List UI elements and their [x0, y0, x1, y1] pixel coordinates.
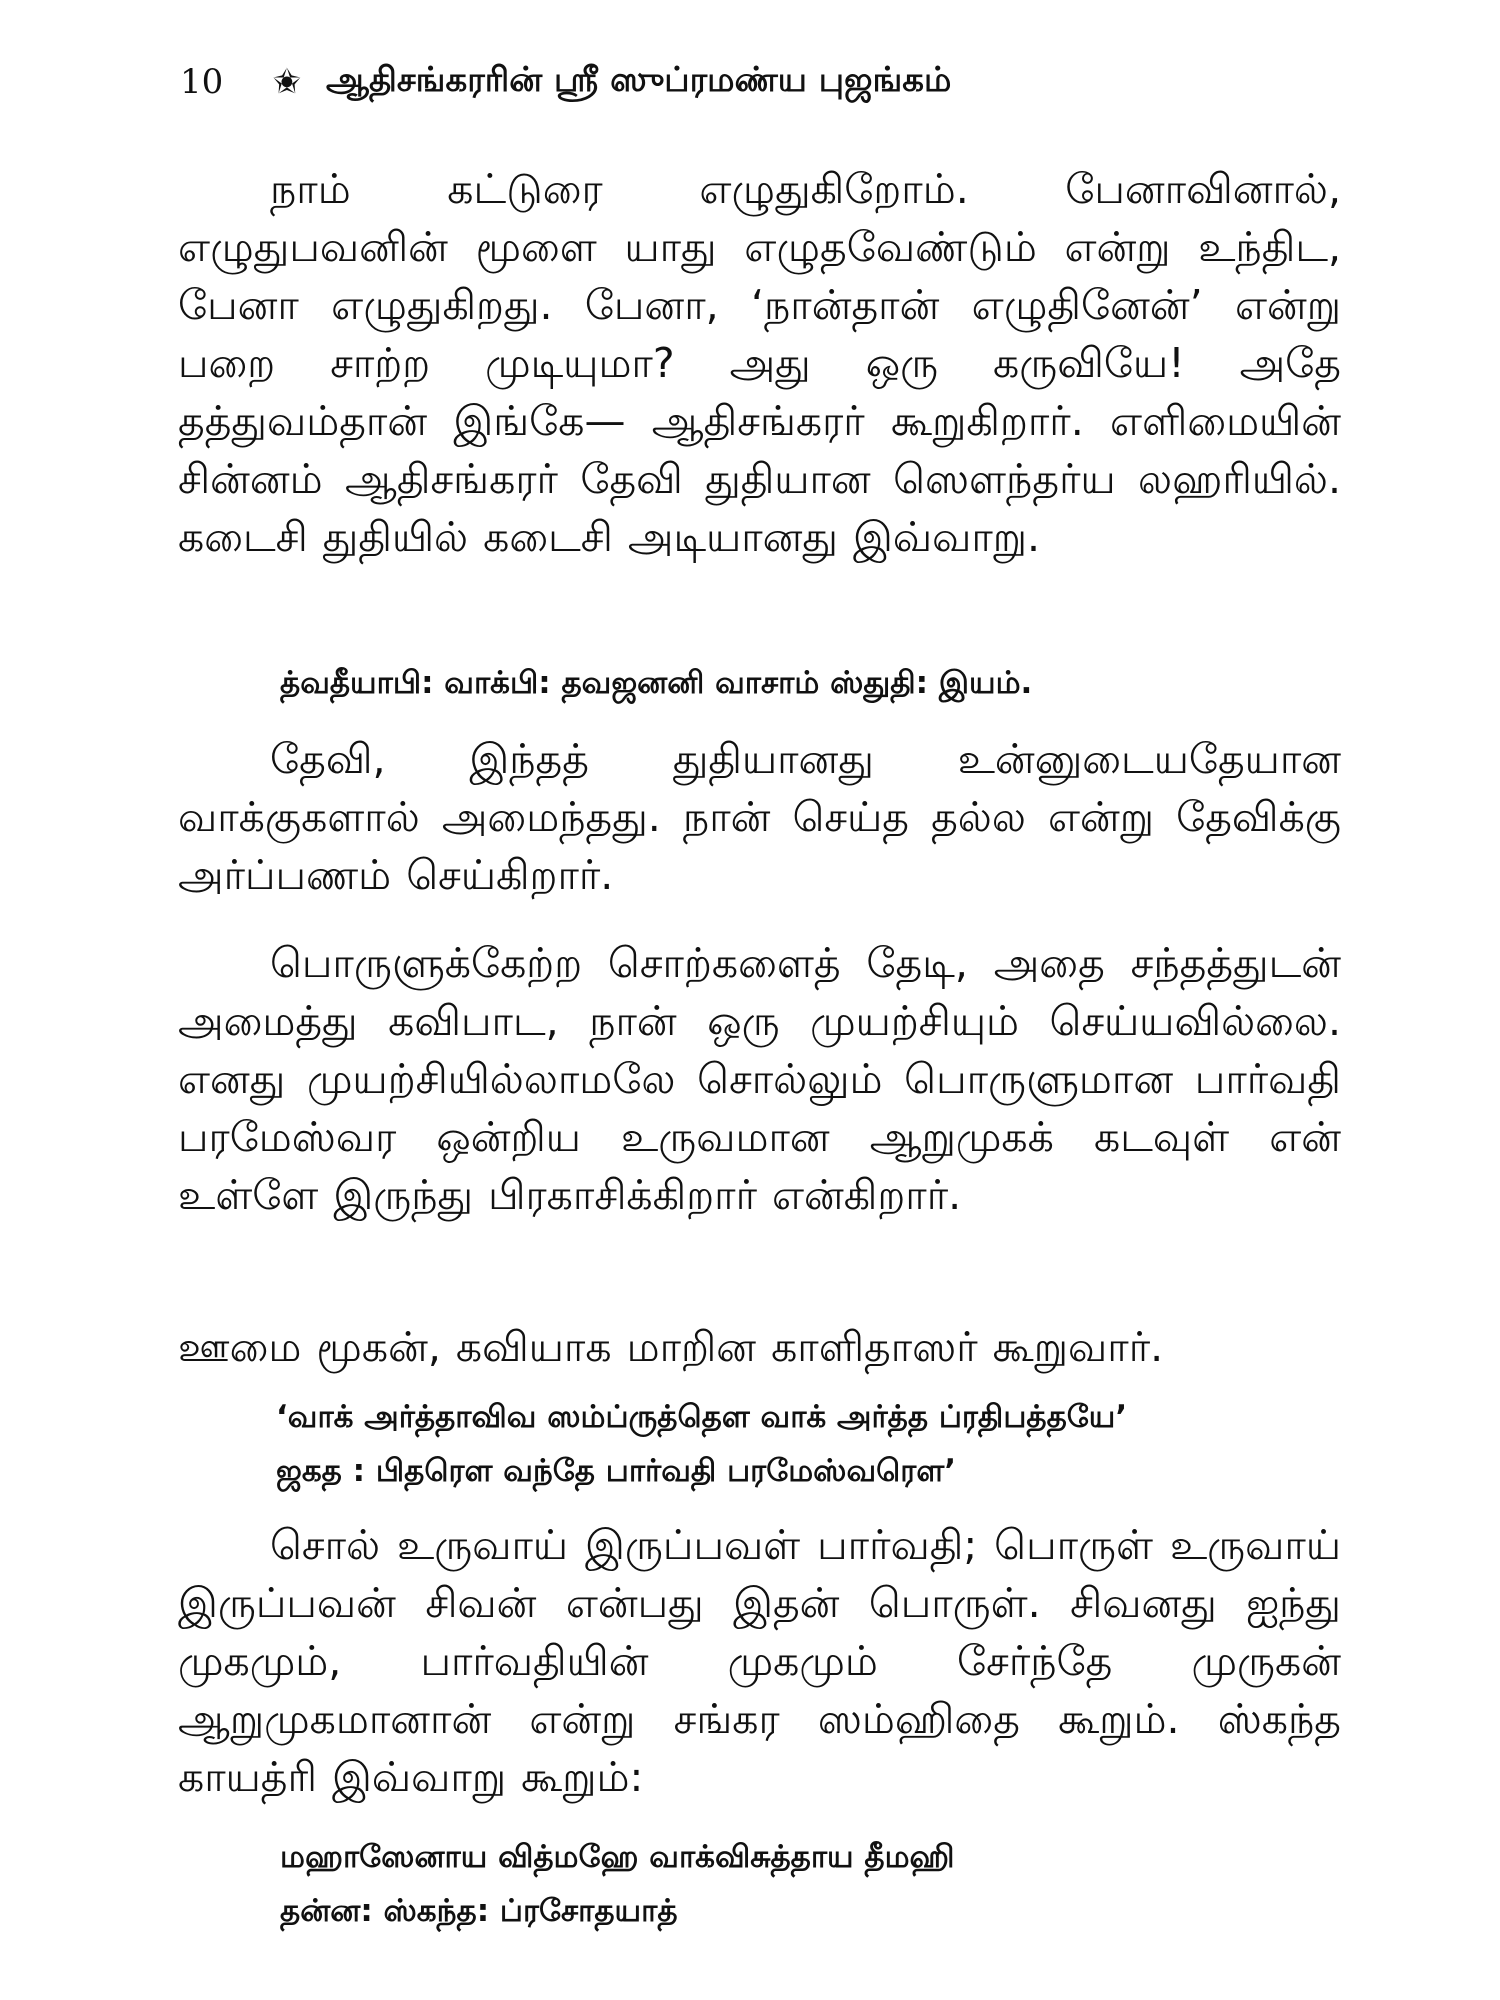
- verse-3-block: [280, 1830, 1443, 1938]
- paragraph-1: நாம் கட்டுரை எழுதுகிறோம். பேனாவினால், எழுதுபவனின் மூளை யாது எழுதவேண்டும் என்று உந்திட, பேனா எழுதுகிறது. பேனா, ‘நான்தான் எழுதினேன்’ என்று பறை சாற்ற முடியுமா? அது ஒரு கருவியே! அதே தத்துவம்தான் இங்கே— ஆதிசங்கரர் கூறுகிறார். எளிமையின் சின்னம் ஆதிசங்கரர் தேவி துதியான ஸௌந்தர்ய லஹரியில். கடைசி துதியில் கடைசி அடியானது இவ்வாறு.: [178, 165, 1341, 561]
- paragraph-4-block: [178, 1318, 1341, 1376]
- paragraph-5-block: [178, 1516, 1341, 1806]
- paragraph-4: ஊமை மூகன், கவியாக மாறின காளிதாஸர் கூறுவார்.: [178, 1323, 1164, 1371]
- paragraph-1-block: [178, 160, 1341, 566]
- paragraph-5: சொல் உருவாய் இருப்பவள் பார்வதி; பொருள் உருவாய் இருப்பவன் சிவன் என்பது இதன் பொருள். சிவனது ஐந்து முகமும், பார்வதியின் முகமும் சேர்ந்தே முருகன் ஆறுமுகமானான் என்று சங்கர ஸம்ஹிதை கூறும். ஸ்கந்த காயத்ரி இவ்வாறு கூறும்:: [178, 1521, 1341, 1801]
- star-ornament-icon: ✬: [272, 62, 302, 102]
- paragraph-3: பொருளுக்கேற்ற சொற்களைத் தேடி, அதை சந்தத்துடன் அமைத்து கவிபாட, நான் ஒரு முயற்சியும் செய்யவில்லை. எனது முயற்சியில்லாமலே சொல்லும் பொருளுமான பார்வதி பரமேஸ்வர ஒன்றிய உருவமான ஆறுமுகக் கடவுள் என் உள்ளே இருந்து பிரகாசிக்கிறார் என்கிறார்.: [178, 939, 1341, 1219]
- verse-3-line-1: மஹாஸேனாய வித்மஹே வாக்விசுத்தாய தீமஹி: [280, 1839, 955, 1875]
- verse-1: த்வதீயாபி: வாக்பி: தவஜனனி வாசாம் ஸ்துதி: இயம்.: [280, 665, 1033, 701]
- verse-2-line-2: ஜகத : பிதரௌ வந்தே பார்வதி பரமேஸ்வரௌ’: [276, 1453, 957, 1489]
- page-header: [180, 52, 1340, 112]
- verse-3-line-2: தன்ன: ஸ்கந்த: ப்ரசோதயாத்: [280, 1893, 678, 1929]
- page-number: 10: [180, 62, 224, 102]
- verse-2-block: [276, 1390, 1439, 1498]
- paragraph-2-block: [178, 730, 1341, 904]
- paragraph-2: தேவி, இந்தத் துதியானது உன்னுடையதேயான வாக்குகளால் அமைந்தது. நான் செய்த தல்ல என்று தேவிக்கு அர்ப்பணம் செய்கிறார்.: [178, 735, 1341, 899]
- verse-1-block: [280, 656, 1443, 710]
- paragraph-3-block: [178, 934, 1341, 1224]
- verse-2-line-1: ‘வாக் அர்த்தாவிவ ஸம்ப்ருத்தௌ வாக் அர்த்த ப்ரதிபத்தயே’: [276, 1399, 1128, 1435]
- running-title: ஆதிசங்கரரின் ஸ்ரீ ஸுப்ரமண்ய புஜங்கம்: [326, 60, 952, 100]
